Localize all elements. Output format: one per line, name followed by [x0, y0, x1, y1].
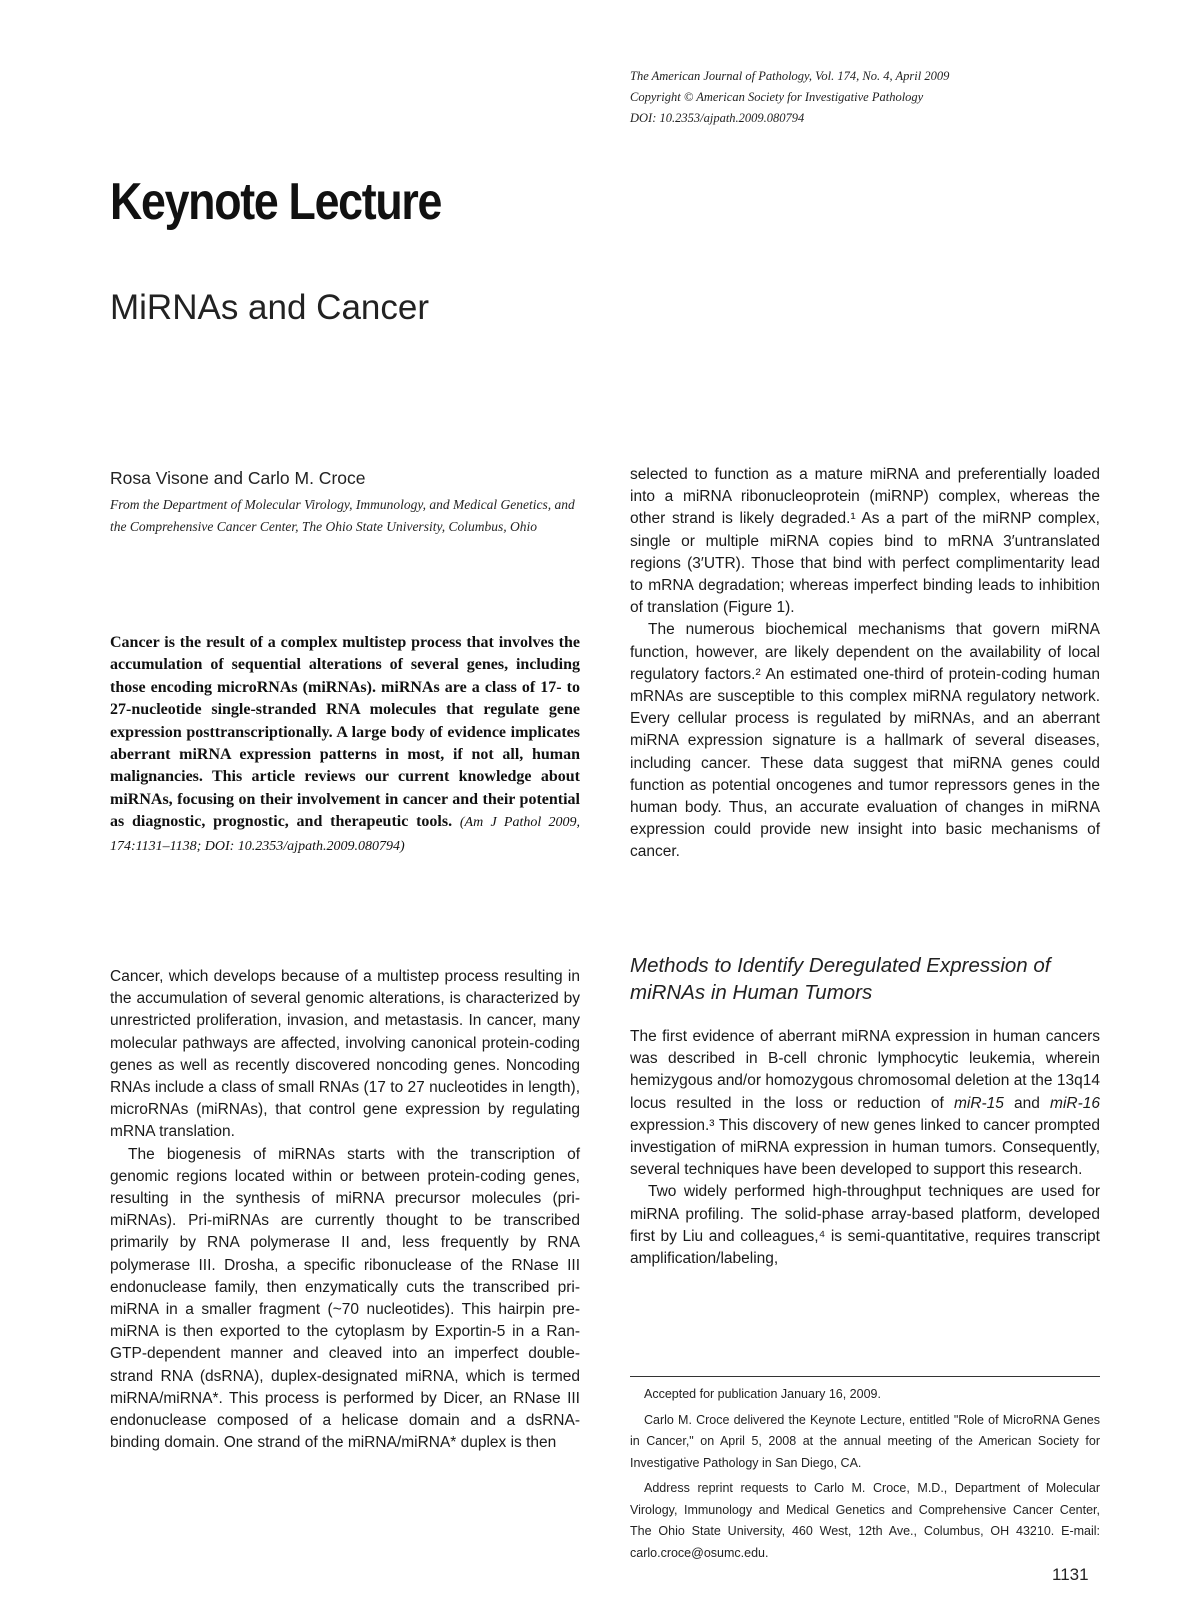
gene-name: miR-16 — [1050, 1094, 1100, 1112]
abstract — [110, 632, 580, 858]
footnote-accepted: Accepted for publication January 16, 2009. — [644, 1387, 881, 1401]
body-paragraph: Cancer, which develops because of a multistep process resulting in the accumulation of several genomic alterations, is characterized by unrestricted proliferation, invasion, and metastasis. In cancer, many molecular pathways are affected, involving canonical protein-coding genes as well as recently discovered noncoding genes. Noncoding RNAs include a class of small RNAs (17 to 27 nucleotides in length), microRNAs (miRNAs), that control gene expression by regulating mRNA translation. — [110, 968, 580, 1141]
abstract-citation: (Am J Pathol 2009, 174:1131–1138; DOI: 10.2353/ajpath.2009.080794) — [110, 815, 581, 854]
article-title: MiRNAs and Cancer — [110, 288, 429, 327]
footnote-lecture: Carlo M. Croce delivered the Keynote Lecture, entitled "Role of MicroRNA Genes in Cancer," on April 5, 2008 at the annual meeting of the American Society for Investigative Pathology in San Diego, CA. — [630, 1412, 1100, 1470]
footnote-reprint: Address reprint requests to Carlo M. Croce, M.D., Department of Molecular Virology, Immunology and Medical Genetics and Comprehensive Cancer Center, The Ohio State University, 460 West, 12th Ave., Columbus, OH 43210. E-mail: carlo.croce@osumc.edu. — [630, 1481, 1100, 1560]
text-run: expression.³ This discovery of new genes linked to cancer prompted investigation of miRNA expression in human tumors. Consequently, several techniques have been developed to support this research. — [630, 1116, 1100, 1179]
journal-volume-line: The American Journal of Pathology, Vol. 174, No. 4, April 2009 — [630, 69, 950, 83]
author-list: Rosa Visone and Carlo M. Croce — [110, 468, 366, 488]
text-run: The first evidence of aberrant miRNA expression in human cancers was described in B-cell chronic lymphocytic leukemia, wherein hemizygous and/or homozygous chromosomal deletion at the 13q14 locus resulted in the loss or reduction of — [630, 1028, 1100, 1112]
section-label: Keynote Lecture — [110, 173, 442, 231]
footnotes — [630, 1384, 1100, 1568]
body-left-column — [110, 966, 580, 1454]
author-affiliation: From the Department of Molecular Virology, Immunology, and Medical Genetics, and the Comprehensive Cancer Center, The Ohio State University, Columbus, Ohio — [110, 497, 575, 534]
journal-copyright-line: Copyright © American Society for Investigative Pathology — [630, 90, 924, 104]
journal-doi-line: DOI: 10.2353/ajpath.2009.080794 — [630, 111, 805, 125]
body-paragraph: selected to function as a mature miRNA and preferentially loaded into a miRNA ribonucleoprotein (miRNP) complex, whereas the other strand is likely degraded.¹ As a part of the miRNP complex, single or multiple miRNA copies bind to mRNA 3′untranslated regions (3′UTR). Those that bind with perfect complimentarity lead to mRNA degradation; whereas imperfect binding leads to inhibition of translation (Figure 1). — [630, 466, 1100, 617]
body-paragraph: Two widely performed high-throughput techniques are used for miRNA profiling. The solid-phase array-based platform, developed first by Liu and colleagues,⁴ is semi-quantitative, requires transcript amplification/labeling, — [630, 1183, 1100, 1268]
section-heading: Methods to Identify Deregulated Expression of miRNAs in Human Tumors — [630, 954, 1051, 1004]
footnote-divider — [630, 1376, 1100, 1377]
body-paragraph: The numerous biochemical mechanisms that govern miRNA function, however, are likely dependent on the availability of local regulatory factors.² An estimated one-third of protein-coding human mRNAs are susceptible to this complex miRNA regulatory network. Every cellular process is regulated by miRNAs, and an aberrant miRNA expression signature is a hallmark of several diseases, including cancer. These data suggest that miRNA genes could function as potential oncogenes and tumor repressors genes in the human body. Thus, an accurate evaluation of changes in miRNA expression could provide new insight into basic mechanisms of cancer. — [630, 621, 1100, 861]
body-paragraph — [630, 1026, 1100, 1181]
gene-name: miR-15 — [953, 1094, 1004, 1112]
abstract-text: Cancer is the result of a complex multistep process that involves the accumulation of sequential alterations of several genes, including those encoding microRNAs (miRNAs). miRNAs are a class of 17- to 27-nucleotide single-stranded RNA molecules that regulate gene expression posttranscriptionally. A large body of evidence implicates aberrant miRNA expression patterns in most, if not all, human malignancies. This article reviews our current knowledge about miRNAs, focusing on their involvement in cancer and their potential as diagnostic, prognostic, and therapeutic tools. — [110, 634, 580, 831]
text-run: and — [1003, 1094, 1051, 1112]
body-right-column-bottom — [630, 1026, 1100, 1270]
body-right-column-top — [630, 464, 1100, 864]
journal-citation-header — [630, 66, 1150, 129]
page-number: 1131 — [1052, 1565, 1089, 1584]
body-paragraph: The biogenesis of miRNAs starts with the transcription of genomic regions located within or between protein-coding genes, resulting in the synthesis of miRNA precursor molecules (pri-miRNAs). Pri-miRNAs are currently thought to be transcribed primarily by RNA polymerase II and, less frequently by RNA polymerase III. Drosha, a specific ribonuclease of the RNase III endonuclease family, then enzymatically cuts the transcribed pri-miRNA in a smaller fragment (~70 nucleotides). This hairpin pre-miRNA is then exported to the cytoplasm by Exportin-5 in a Ran-GTP-dependent manner and cleaved into an imperfect double-strand RNA (dsRNA), duplex-designated miRNA, which is termed miRNA/miRNA*. This process is performed by Dicer, an RNase III endonuclease composed of a helicase domain and a dsRNA-binding domain. One strand of the miRNA/miRNA* duplex is then — [110, 1145, 580, 1452]
